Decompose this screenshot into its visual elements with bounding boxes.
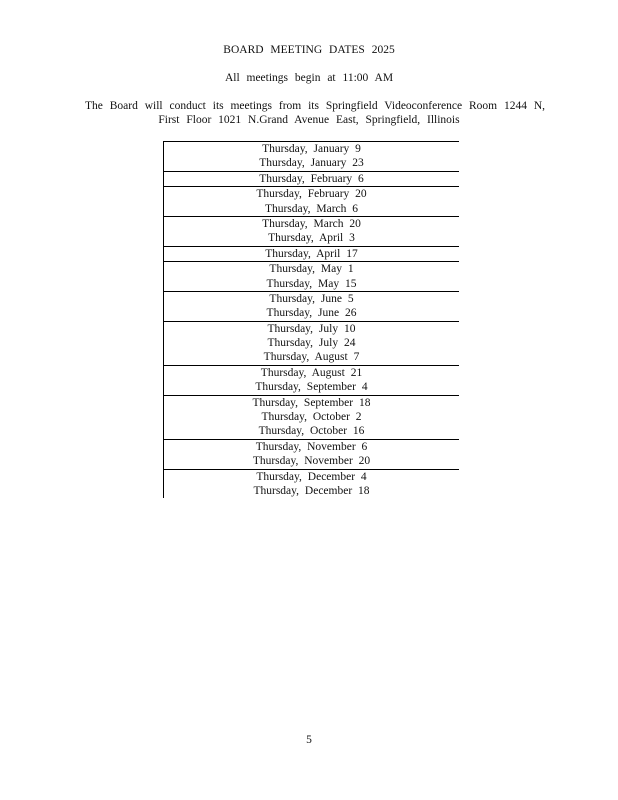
meeting-date-row: Thursday, May 15 bbox=[266, 277, 357, 290]
meeting-date-row: Thursday, November 20 bbox=[252, 455, 371, 468]
meeting-date-row: Thursday, March 6 bbox=[264, 202, 359, 215]
schedule-group bbox=[164, 366, 459, 396]
meeting-date-row: Thursday, September 4 bbox=[255, 381, 368, 394]
location-line-2: First Floor 1021 N.Grand Avenue East, Springfield, Illinois bbox=[158, 114, 460, 126]
location-line-1: The Board will conduct its meetings from its Springfield Videoconference Room 1244 N, bbox=[84, 100, 546, 112]
meeting-date-row: Thursday, February 6 bbox=[259, 172, 364, 185]
meeting-date-row: Thursday, December 18 bbox=[253, 484, 370, 497]
meeting-time: All meetings begin at 11:00 AM bbox=[224, 72, 394, 84]
meeting-date-row: Thursday, May 1 bbox=[269, 263, 354, 276]
schedule-group bbox=[164, 470, 459, 499]
meeting-date-row: Thursday, August 21 bbox=[260, 366, 363, 379]
schedule-group bbox=[164, 262, 459, 292]
schedule-group bbox=[164, 396, 459, 440]
meeting-date-row: Thursday, June 5 bbox=[269, 292, 354, 305]
meeting-date-row: Thursday, April 17 bbox=[265, 247, 358, 260]
schedule-group bbox=[164, 440, 459, 470]
meeting-date-row: Thursday, August 7 bbox=[263, 351, 360, 364]
schedule-group bbox=[164, 187, 459, 217]
meeting-date-row: Thursday, July 10 bbox=[267, 322, 356, 335]
schedule-group bbox=[164, 172, 459, 187]
meeting-date-row: Thursday, December 4 bbox=[256, 470, 367, 483]
meeting-date-row: Thursday, February 20 bbox=[256, 188, 367, 201]
page-number: 5 bbox=[306, 734, 312, 746]
schedule-group bbox=[164, 247, 459, 262]
meeting-date-row: Thursday, January 9 bbox=[262, 143, 361, 155]
page-title: BOARD MEETING DATES 2025 bbox=[223, 44, 395, 56]
meeting-date-row: Thursday, October 2 bbox=[261, 411, 362, 424]
meeting-date-row: Thursday, June 26 bbox=[266, 307, 357, 320]
meeting-date-row: Thursday, July 24 bbox=[267, 337, 356, 350]
meeting-date-row: Thursday, October 16 bbox=[258, 425, 365, 438]
meeting-date-row: Thursday, April 3 bbox=[268, 232, 355, 245]
schedule-group bbox=[164, 217, 459, 247]
meeting-date-row: Thursday, January 23 bbox=[259, 157, 364, 170]
meeting-date-row: Thursday, March 20 bbox=[262, 217, 361, 230]
meeting-schedule-table bbox=[163, 141, 459, 498]
schedule-group bbox=[164, 322, 459, 366]
schedule-group bbox=[164, 292, 459, 322]
meeting-date-row: Thursday, September 18 bbox=[252, 396, 371, 409]
meeting-date-row: Thursday, November 6 bbox=[255, 440, 368, 453]
schedule-group bbox=[164, 142, 459, 172]
